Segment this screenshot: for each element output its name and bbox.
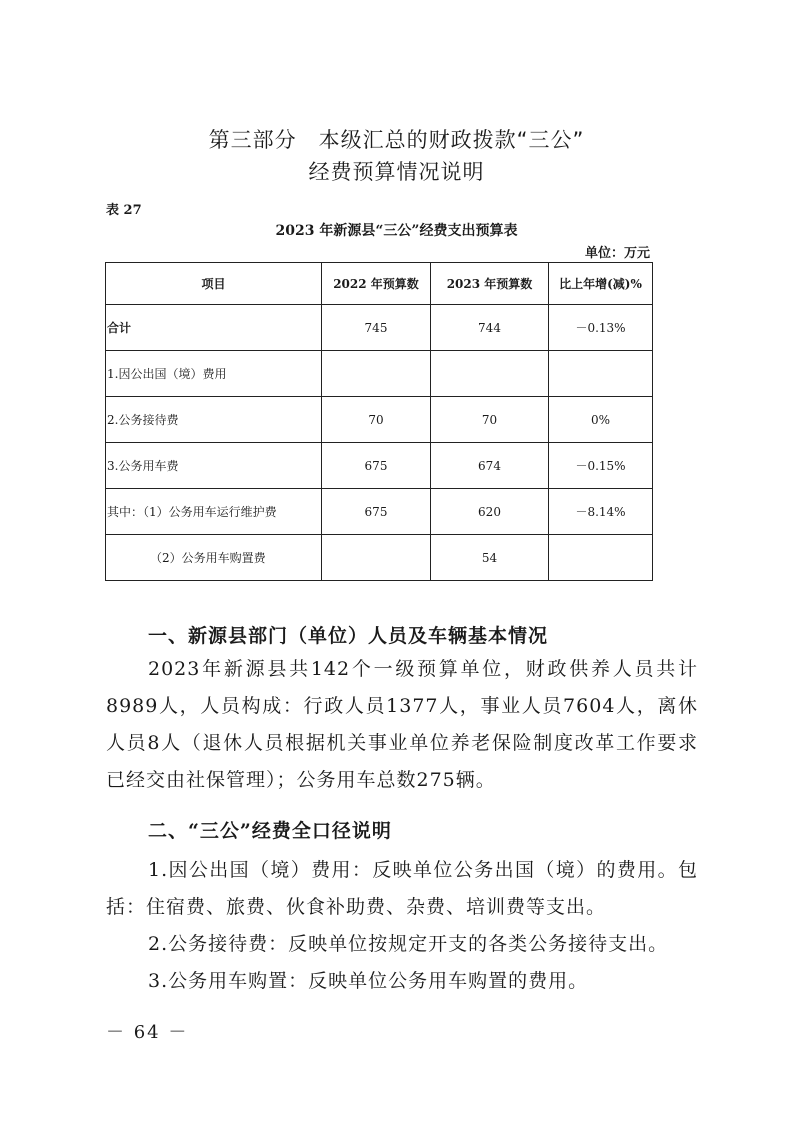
section2-item-2: 2.公务接待费：反映单位按规定开支的各类公务接待支出。: [148, 933, 669, 955]
cell-change: －0.13%: [549, 305, 653, 351]
row-label: 3.公务用车费: [106, 443, 322, 489]
cell-2022: 745: [322, 305, 431, 351]
cell-2023: 674: [431, 443, 549, 489]
budget-table: [105, 262, 653, 581]
row-label: （2）公务用车购置费: [106, 535, 322, 581]
cell-change: 0%: [549, 397, 653, 443]
section2-item-3: 3.公务用车购置：反映单位公务用车购置的费用。: [148, 970, 589, 992]
header-2023: 2023 年预算数: [431, 263, 549, 305]
header-change: 比上年增(减)%: [549, 263, 653, 305]
table-row: [106, 305, 653, 351]
cell-2022: 675: [322, 443, 431, 489]
cell-2023: 54: [431, 535, 549, 581]
table-title: 2023 年新源县“三公”经费支出预算表: [275, 223, 518, 239]
page-title-line1: 第三部分 本级汇总的财政拨款“三公”: [208, 128, 585, 152]
unit-label: 单位：万元: [584, 246, 650, 261]
cell-2022: 675: [322, 489, 431, 535]
table-row: [106, 351, 653, 397]
cell-2023: 744: [431, 305, 549, 351]
section2-item-1: 1.因公出国（境）费用：反映单位公务出国（境）的费用。包括：住宿费、旅费、伙食补助费、杂费、培训费等支出。: [106, 859, 698, 918]
table-row: [106, 443, 653, 489]
row-label: 1.因公出国（境）费用: [106, 351, 322, 397]
table-row: [106, 397, 653, 443]
cell-change: [549, 351, 653, 397]
table-row: [106, 489, 653, 535]
cell-2023: [431, 351, 549, 397]
cell-2022: [322, 535, 431, 581]
cell-2023: 620: [431, 489, 549, 535]
cell-change: [549, 535, 653, 581]
table-header-row: [106, 263, 653, 305]
section2-title: 二、“三公”经费全口径说明: [148, 820, 392, 842]
cell-change: －0.15%: [549, 443, 653, 489]
cell-change: －8.14%: [549, 489, 653, 535]
section1-title: 一、新源县部门（单位）人员及车辆基本情况: [148, 625, 549, 647]
row-label: 其中：（1）公务用车运行维护费: [106, 489, 322, 535]
page-title-line2: 经费预算情况说明: [308, 160, 485, 184]
cell-2022: 70: [322, 397, 431, 443]
header-2022: 2022 年预算数: [322, 263, 431, 305]
header-item: 项目: [106, 263, 322, 305]
table-label: 表 27: [106, 203, 142, 218]
table-row: [106, 535, 653, 581]
row-label: 2.公务接待费: [106, 397, 322, 443]
page-number: － 64 －: [106, 1022, 189, 1043]
row-label: 合计: [106, 305, 322, 351]
cell-2023: 70: [431, 397, 549, 443]
cell-2022: [322, 351, 431, 397]
section1-body: 2023年新源县共142个一级预算单位，财政供养人员共计8989人，人员构成：行政人员1377人，事业人员7604人，离休人员8人（退休人员根据机关事业单位养老保险制度改革工作要求已经交由社保管理）；公务用车总数275辆。: [106, 658, 698, 791]
